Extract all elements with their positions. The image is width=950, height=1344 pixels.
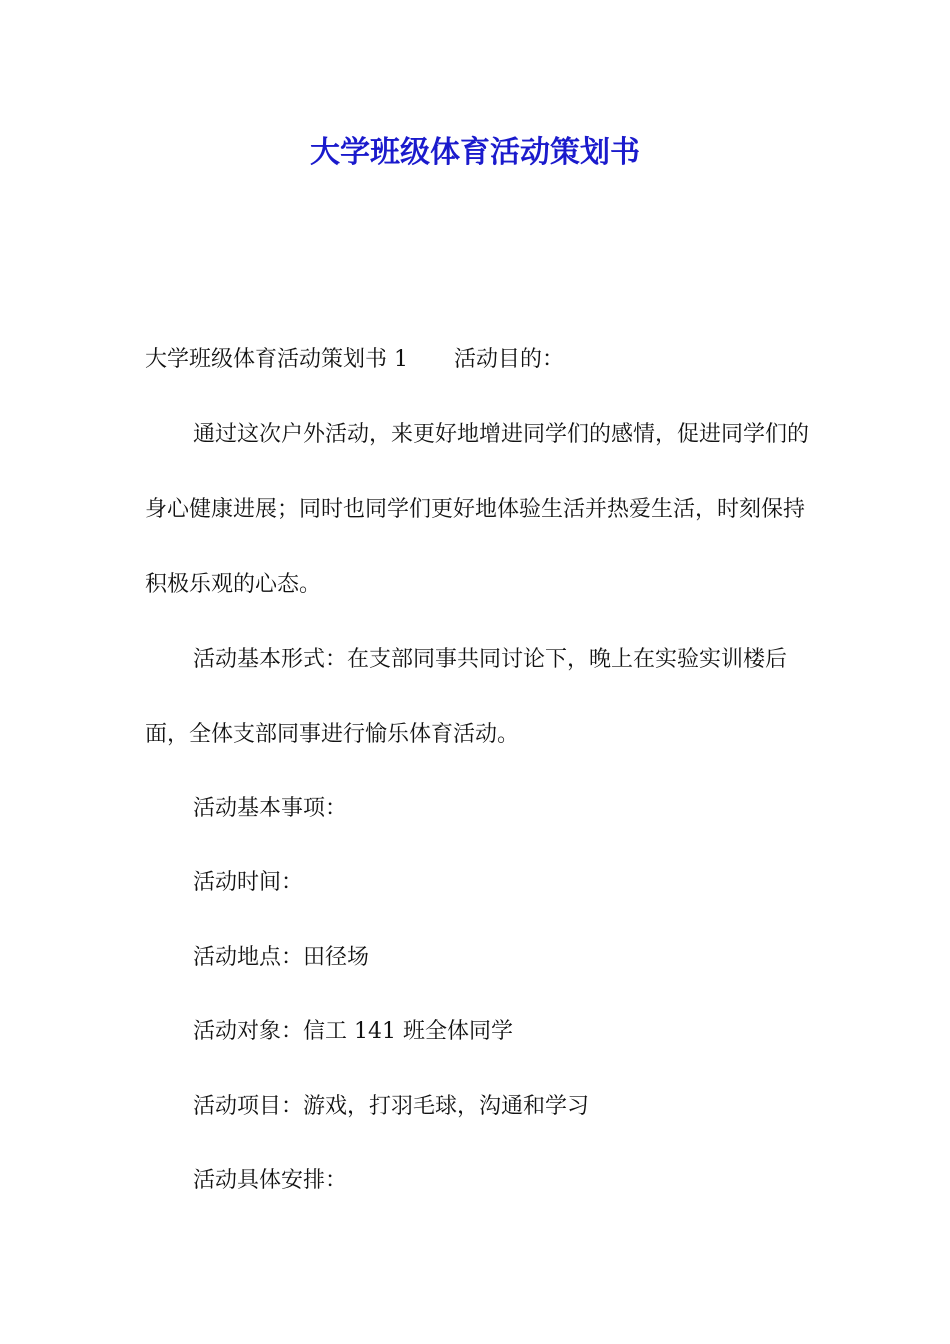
intro-line: [145, 322, 810, 397]
form-paragraph: 活动基本形式：在支部同事共同讨论下，晚上在实验实训楼后面，全体支部同事进行愉乐体育活动。: [145, 647, 788, 747]
activity-audience: 活动对象：信工 141 班全体同学: [193, 1019, 513, 1044]
items-heading: 活动基本事项：: [193, 796, 348, 821]
purpose-label: 活动目的：: [454, 347, 565, 372]
section-heading: 大学班级体育活动策划书 1: [145, 347, 408, 372]
activity-place: 活动地点：田径场: [193, 945, 370, 970]
activity-arrangement: 活动具体安排：: [193, 1168, 348, 1193]
document-title: 大学班级体育活动策划书: [310, 135, 640, 170]
activity-time: 活动时间：: [193, 870, 304, 895]
purpose-paragraph: 通过这次户外活动，来更好地增进同学们的感情，促进同学们的身心健康进展；同时也同学们更好地体验生活并热爱生活，时刻保持积极乐观的心态。: [145, 422, 810, 597]
activity-projects: 活动项目：游戏，打羽毛球，沟通和学习: [193, 1094, 590, 1119]
